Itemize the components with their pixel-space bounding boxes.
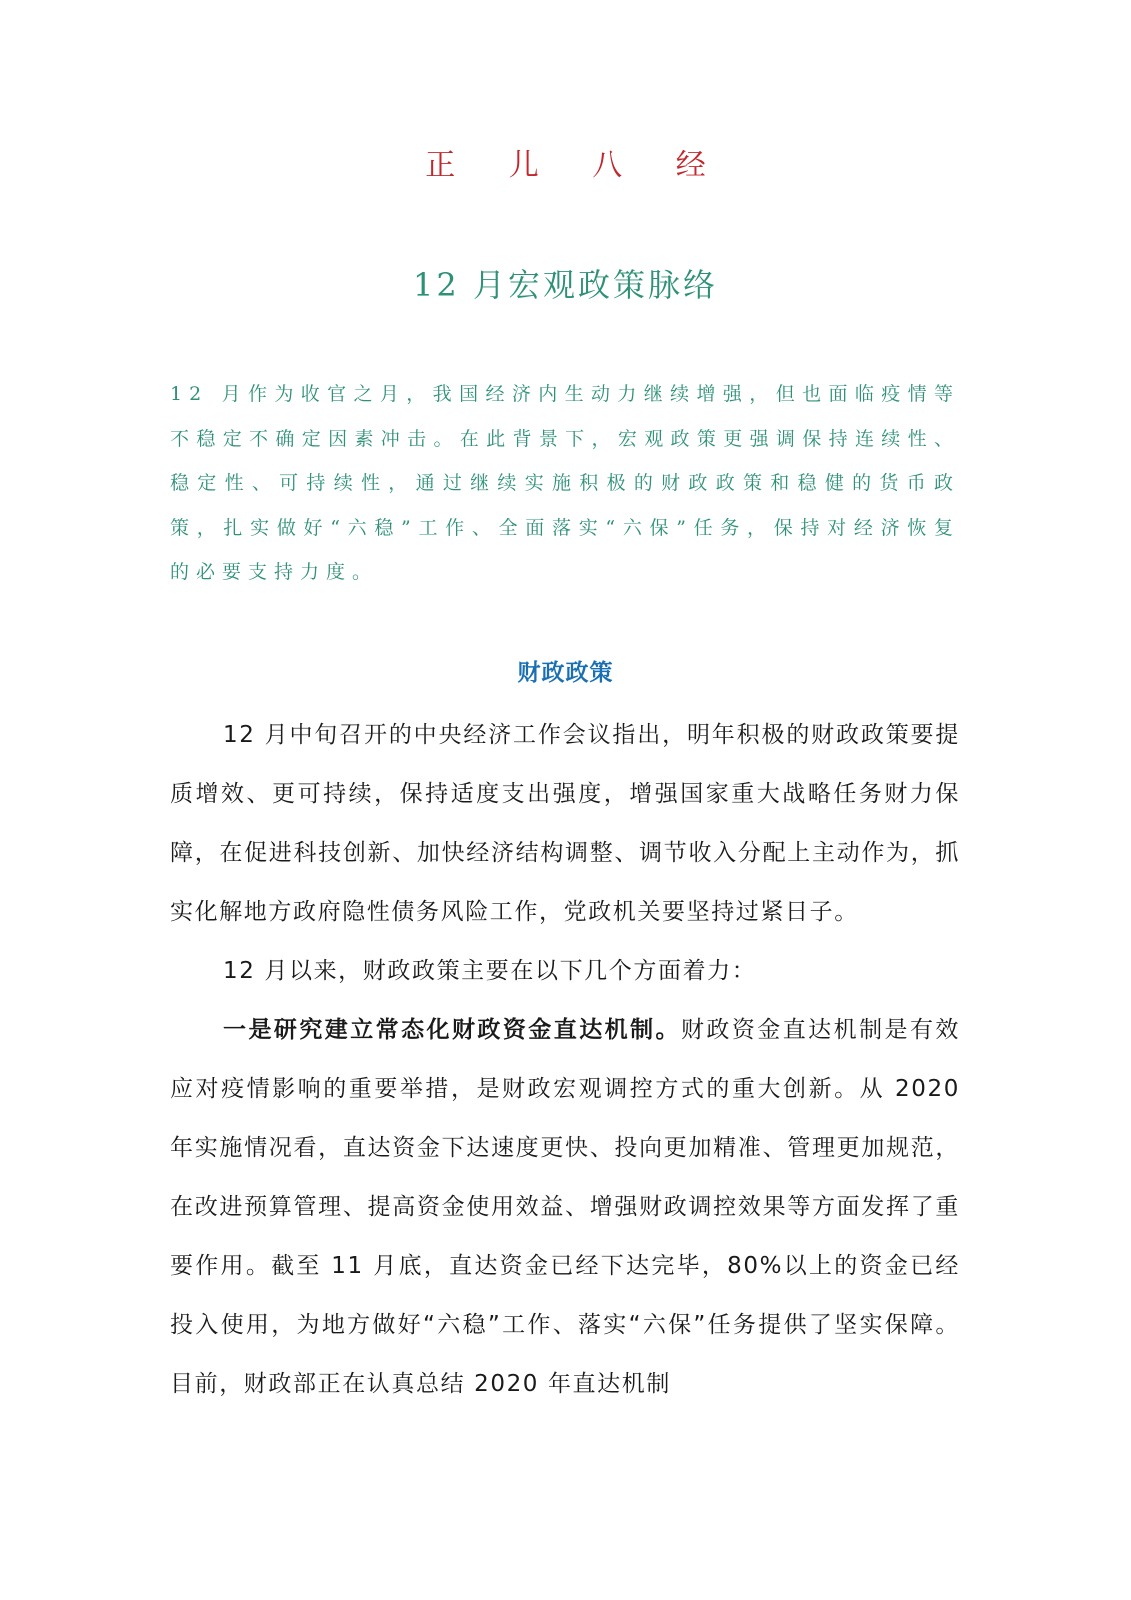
body-text (170, 706, 960, 1414)
section-heading: 财政政策 (517, 660, 614, 686)
report-title: 12 月宏观政策脉络 (413, 266, 718, 304)
body-paragraph-2: 12 月以来，财政政策主要在以下几个方面着力： (223, 958, 757, 984)
body-paragraph-3 (170, 1001, 960, 1414)
brand-title: 正 儿 八 经 (425, 148, 728, 183)
body-paragraph-1: 12 月中旬召开的中央经济工作会议指出，明年积极的财政政策要提质增效、更可持续，保持适度支出强度，增强国家重大战略任务财力保障，在促进科技创新、加快经济结构调整、调节收入分配上主动作为，抓实化解地方政府隐性债务风险工作，党政机关要坚持过紧日子。 (170, 722, 960, 925)
intro-paragraph: 12 月作为收官之月，我国经济内生动力继续增强，但也面临疫情等不稳定不确定因素冲击。在此背景下，宏观政策更强调保持连续性、稳定性、可持续性，通过继续实施积极的财政政策和稳健的货币政策，扎实做好“六稳”工作、全面落实“六保”任务，保持对经济恢复的必要支持力度。 (170, 383, 960, 583)
paragraph-3-text: 财政资金直达机制是有效应对疫情影响的重要举措，是财政宏观调控方式的重大创新。从 2020 年实施情况看，直达资金下达速度更快、投向更加精准、管理更加规范，在改进预算管理、提高资金使用效益、增强财政调控效果等方面发挥了重要作用。截至 11 月底，直达资金已经下达完毕，80%以上的资金已经投入使用，为地方做好“六稳”工作、落实“六保”任务提供了坚实保障。目前，财政部正在认真总结 2020 年直达机制 (170, 1017, 960, 1397)
paragraph-lead-bold: 一是研究建立常态化财政资金直达机制。 (223, 1017, 681, 1043)
